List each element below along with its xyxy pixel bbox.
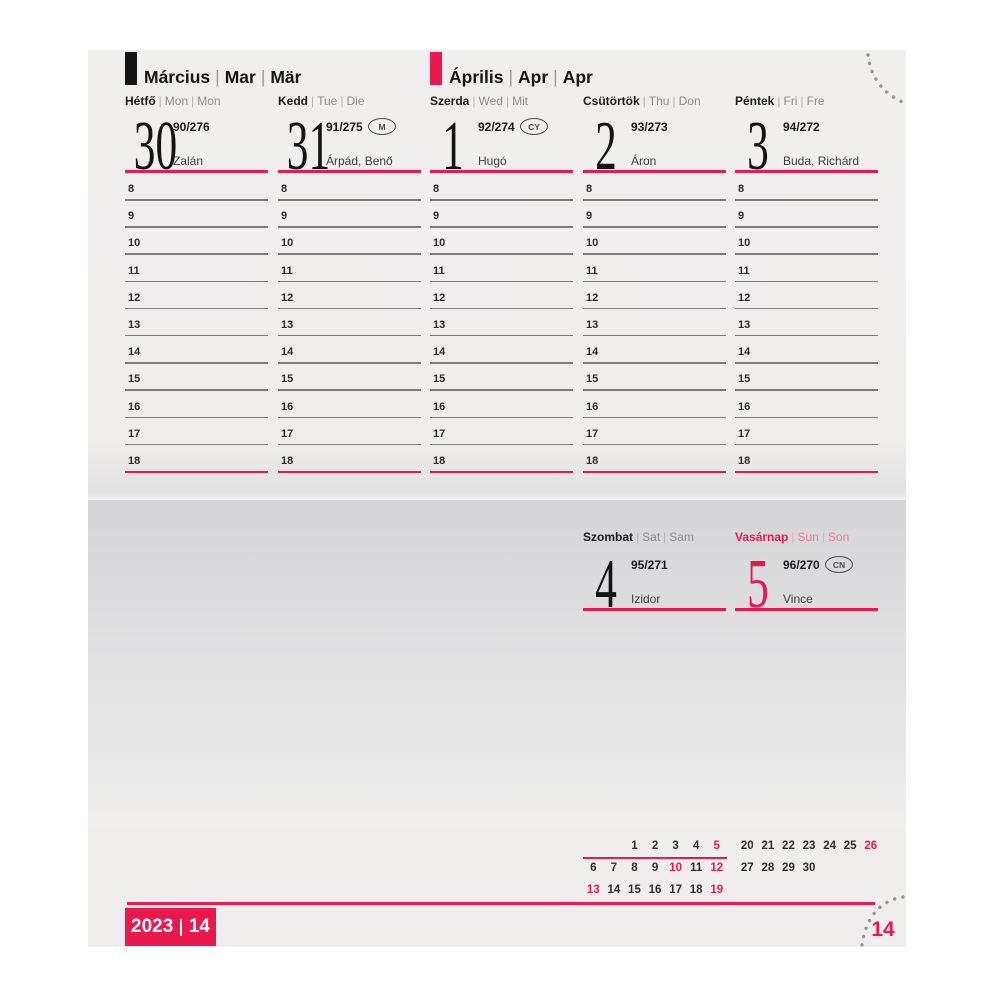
hour-label: 13	[433, 318, 446, 331]
mini-calendar-day	[860, 862, 881, 881]
hour-line	[278, 199, 421, 201]
day-name-de: Fre	[806, 94, 825, 108]
current-week-underline	[583, 857, 727, 860]
mini-calendar-day: 13	[586, 884, 600, 896]
hour-row	[125, 455, 268, 482]
hour-grid	[125, 183, 268, 482]
day-name-en: Mon	[164, 94, 189, 108]
day-name-hu: Péntek	[735, 94, 775, 108]
hour-grid	[278, 183, 421, 482]
day-header	[125, 94, 221, 108]
day-number: 2	[595, 108, 617, 185]
hour-label: 10	[281, 237, 294, 250]
separator: |	[636, 530, 640, 544]
hour-label: 11	[281, 264, 293, 277]
day-name-hu: Szerda	[430, 94, 470, 108]
month-name-hu: Március	[144, 67, 211, 87]
name-day: Hugó	[478, 154, 507, 168]
hour-label: 18	[281, 454, 294, 467]
hour-label: 17	[738, 427, 751, 440]
separator: |	[791, 530, 795, 544]
day-number: 3	[747, 108, 769, 185]
hour-line	[125, 471, 268, 474]
hour-label: 16	[128, 400, 141, 413]
hour-label: 17	[128, 427, 141, 440]
separator: |	[505, 94, 510, 108]
hour-label: 18	[586, 454, 599, 467]
hour-label: 9	[586, 210, 593, 223]
hour-line	[430, 335, 573, 337]
day-entry	[583, 546, 726, 623]
hour-line	[278, 281, 421, 283]
day-name-de: Mon	[197, 94, 221, 108]
hour-row	[125, 319, 268, 346]
day-number: 30	[133, 108, 178, 185]
day-name-de: Sam	[669, 530, 694, 544]
hour-line	[125, 253, 268, 255]
hour-row	[278, 183, 421, 210]
hour-label: 11	[738, 264, 750, 277]
month-name-en: Apr	[518, 67, 549, 87]
hour-row	[430, 237, 573, 264]
mini-calendar-day	[840, 862, 861, 881]
day-name-de: Mit	[512, 94, 529, 108]
hour-line	[430, 253, 573, 255]
week-number-label: 14	[188, 916, 210, 937]
day-entry	[125, 108, 268, 185]
mini-calendar-day: 15	[628, 884, 641, 896]
hour-label: 15	[281, 373, 294, 386]
hour-label: 18	[738, 454, 751, 467]
mini-calendar-day: 8	[631, 862, 638, 874]
month-name-hu: Április	[449, 67, 504, 87]
mini-calendar-day: 4	[692, 840, 700, 852]
day-name-de: Don	[678, 94, 701, 108]
hour-row	[278, 237, 421, 264]
oval-badge: CY	[520, 118, 548, 135]
mini-calendar-day: 16	[648, 884, 662, 896]
hour-line	[278, 362, 421, 364]
hour-label: 10	[128, 237, 141, 250]
day-of-year: 94/272	[783, 120, 820, 134]
hour-row	[430, 346, 573, 373]
year-week-badge	[125, 908, 216, 946]
hour-row	[430, 401, 573, 428]
separator: |	[642, 94, 646, 108]
day-of-year: 90/276	[173, 120, 210, 134]
column-tuesday	[278, 50, 421, 947]
mini-calendar-day: 2	[651, 840, 659, 852]
hour-row	[430, 455, 573, 482]
column-sunday	[735, 50, 878, 947]
hour-line	[278, 471, 421, 474]
hour-row	[125, 237, 268, 264]
hour-label: 9	[128, 210, 135, 223]
hour-row	[278, 210, 421, 237]
separator: |	[821, 530, 825, 544]
day-of-year: 92/274	[478, 120, 515, 134]
day-name-de: Son	[827, 530, 850, 544]
hour-line	[430, 226, 573, 228]
mini-calendar-day: 14	[607, 884, 621, 896]
mini-calendar-day: 24	[823, 840, 836, 852]
mini-calendar-day: 26	[864, 840, 878, 852]
hour-label: 18	[433, 454, 446, 467]
hour-label: 12	[128, 291, 141, 304]
mini-calendar-day: 6	[590, 862, 597, 874]
hour-label: 12	[433, 291, 446, 304]
hour-line	[125, 199, 268, 201]
planner-page	[88, 50, 906, 947]
name-day: Zalán	[173, 154, 204, 168]
mini-calendar-day: 1	[631, 840, 638, 852]
hour-label: 18	[128, 454, 141, 467]
hour-label: 11	[586, 264, 598, 277]
hour-label: 12	[586, 291, 599, 304]
hour-row	[430, 210, 573, 237]
hour-row	[430, 373, 573, 400]
separator: |	[508, 67, 514, 87]
hour-label: 8	[738, 183, 745, 195]
name-day: Áron	[631, 154, 657, 168]
hour-line	[125, 417, 268, 419]
dotted-arc-icon	[864, 52, 910, 108]
mini-calendar-day: 11	[690, 862, 703, 874]
separator: |	[553, 67, 558, 87]
separator: |	[663, 530, 667, 544]
mini-calendar-week-row	[737, 837, 881, 859]
hour-label: 16	[433, 400, 446, 413]
hour-line	[278, 444, 421, 446]
hour-label: 16	[281, 400, 294, 413]
hour-line	[125, 444, 268, 446]
mini-calendar-day: 20	[740, 840, 754, 852]
separator: |	[158, 94, 162, 108]
day-header	[583, 530, 694, 544]
hour-label: 15	[433, 373, 446, 386]
mini-calendar-day: 18	[689, 884, 703, 896]
hour-label: 8	[586, 183, 593, 195]
hour-label: 15	[738, 373, 751, 386]
mini-calendar-day: 29	[782, 862, 795, 874]
hour-label: 13	[128, 318, 141, 331]
separator: |	[672, 94, 676, 108]
day-name-en: Wed	[478, 94, 503, 108]
hour-line	[125, 281, 268, 283]
hour-line	[125, 308, 268, 310]
mini-calendar-week-row	[737, 859, 881, 881]
separator: |	[340, 94, 344, 108]
hour-label: 17	[586, 427, 599, 440]
hour-row	[278, 455, 421, 482]
page-number: 14	[871, 918, 895, 941]
hour-line	[430, 444, 573, 446]
hour-line	[430, 308, 573, 310]
hour-label: 11	[433, 264, 445, 277]
hour-row	[430, 292, 573, 319]
day-of-year: 95/271	[631, 558, 668, 572]
day-name-de: Die	[346, 94, 365, 108]
day-entry	[278, 108, 421, 185]
hour-line	[125, 389, 268, 391]
year-label: 2023	[131, 916, 174, 937]
hour-line	[125, 226, 268, 228]
day-header	[430, 94, 528, 108]
hour-row	[278, 319, 421, 346]
hour-label: 8	[281, 183, 288, 195]
hour-label: 9	[433, 210, 440, 223]
hour-label: 14	[281, 346, 294, 359]
mini-calendar-day: 30	[802, 862, 816, 874]
hour-row	[430, 183, 573, 210]
mini-calendar-day: 27	[740, 862, 754, 874]
hour-row	[125, 210, 268, 237]
day-name-hu: Csütörtök	[583, 94, 640, 108]
mini-calendar-day: 19	[710, 884, 724, 896]
hour-row	[125, 346, 268, 373]
hour-line	[278, 417, 421, 419]
hour-row	[278, 401, 421, 428]
separator: |	[215, 67, 220, 87]
oval-badge: M	[368, 118, 396, 135]
hour-label: 14	[128, 346, 141, 359]
separator: |	[777, 94, 781, 108]
month-name-de: Apr	[562, 67, 593, 87]
day-name-hu: Vasárnap	[735, 530, 789, 544]
hour-label: 10	[433, 237, 446, 250]
hour-line	[278, 226, 421, 228]
mini-calendar-week-row	[583, 859, 727, 881]
hour-line	[278, 335, 421, 337]
separator: |	[260, 67, 266, 87]
hour-label: 14	[433, 346, 446, 359]
hour-label: 16	[586, 400, 599, 413]
badge-divider	[180, 919, 182, 936]
day-number: 5	[747, 546, 769, 623]
mini-calendar-right-block	[737, 837, 881, 881]
day-of-year: 91/275	[326, 120, 363, 134]
hour-line	[430, 389, 573, 391]
mini-calendar-day: 22	[782, 840, 795, 852]
hour-label: 12	[738, 291, 751, 304]
hour-line	[430, 362, 573, 364]
hour-label: 13	[281, 318, 294, 331]
mini-calendar-day: 12	[710, 862, 724, 874]
footer-rule	[127, 902, 875, 905]
hour-label: 9	[738, 210, 745, 223]
mini-calendar-day: 21	[761, 840, 775, 852]
day-number: 4	[595, 546, 617, 623]
hour-row	[125, 401, 268, 428]
day-name-hu: Hétfő	[125, 94, 156, 108]
dotted-arc-icon	[858, 893, 906, 949]
hour-row	[125, 265, 268, 292]
hour-line	[278, 389, 421, 391]
column-wednesday	[430, 50, 573, 947]
day-name-hu: Kedd	[278, 94, 308, 108]
day-of-year: 93/273	[631, 120, 668, 134]
hour-label: 11	[128, 264, 140, 277]
hour-label: 14	[738, 346, 751, 359]
mini-calendar-week-row	[583, 881, 727, 903]
hour-row	[430, 319, 573, 346]
mini-calendar-day: 5	[713, 840, 720, 852]
day-entry	[735, 546, 878, 623]
hour-line	[278, 308, 421, 310]
hour-label: 13	[738, 318, 751, 331]
hour-label: 16	[738, 400, 751, 413]
mini-calendar-day: 10	[669, 862, 682, 874]
hour-row	[278, 428, 421, 455]
hour-label: 17	[433, 427, 446, 440]
hour-row	[125, 373, 268, 400]
mini-calendar-day: 9	[651, 862, 659, 874]
mini-calendar-day: 7	[610, 862, 618, 874]
day-of-year: 96/270	[783, 558, 820, 572]
day-name-en: Thu	[648, 94, 670, 108]
hour-line	[430, 281, 573, 283]
column-saturday	[583, 50, 726, 947]
hour-line	[278, 253, 421, 255]
hour-grid	[430, 183, 573, 482]
name-day: Árpád, Benő	[326, 154, 393, 168]
hour-line	[125, 335, 268, 337]
mini-calendar-day: 28	[761, 862, 775, 874]
day-header	[735, 530, 849, 544]
column-monday	[125, 50, 268, 947]
day-name-en: Sun	[797, 530, 819, 544]
mini-calendar-left-block	[583, 837, 727, 903]
day-header	[278, 94, 365, 108]
hour-row	[278, 292, 421, 319]
separator: |	[472, 94, 476, 108]
day-number: 31	[286, 108, 331, 185]
hour-row	[278, 265, 421, 292]
month-name-en: Mar	[224, 67, 256, 87]
month-name-de: Mär	[270, 67, 302, 87]
hour-label: 14	[586, 346, 599, 359]
hour-line	[430, 417, 573, 419]
hour-row	[430, 265, 573, 292]
hour-label: 9	[281, 210, 288, 223]
name-day: Izidor	[631, 592, 661, 606]
hour-row	[125, 292, 268, 319]
hour-row	[430, 428, 573, 455]
hour-label: 17	[281, 427, 294, 440]
separator: |	[311, 94, 315, 108]
hour-label: 10	[738, 237, 751, 250]
hour-line	[125, 362, 268, 364]
mini-calendar-day: 3	[672, 840, 679, 852]
mini-calendar-day	[819, 862, 840, 881]
hour-row	[125, 183, 268, 210]
hour-label: 8	[128, 183, 135, 195]
name-day: Vince	[783, 592, 813, 606]
hour-line	[430, 199, 573, 201]
hour-label: 8	[433, 183, 440, 195]
hour-label: 13	[586, 318, 599, 331]
separator: |	[800, 94, 804, 108]
hour-label: 15	[586, 373, 599, 386]
oval-badge: CN	[825, 556, 853, 573]
day-entry	[430, 108, 573, 185]
day-number: 1	[442, 108, 464, 185]
name-day: Buda, Richárd	[783, 154, 860, 168]
mini-calendar-day: 25	[843, 840, 857, 852]
mini-calendar-day: 23	[802, 840, 816, 852]
day-name-en: Sat	[642, 530, 661, 544]
hour-label: 12	[281, 291, 294, 304]
separator: |	[191, 94, 195, 108]
day-name-en: Tue	[317, 94, 338, 108]
hour-row	[125, 428, 268, 455]
mini-calendar-day: 17	[669, 884, 682, 896]
hour-row	[278, 346, 421, 373]
hour-line	[430, 471, 573, 474]
day-name-hu: Szombat	[583, 530, 634, 544]
hour-label: 10	[586, 237, 599, 250]
hour-row	[278, 373, 421, 400]
hour-label: 15	[128, 373, 141, 386]
day-name-en: Fri	[783, 94, 798, 108]
